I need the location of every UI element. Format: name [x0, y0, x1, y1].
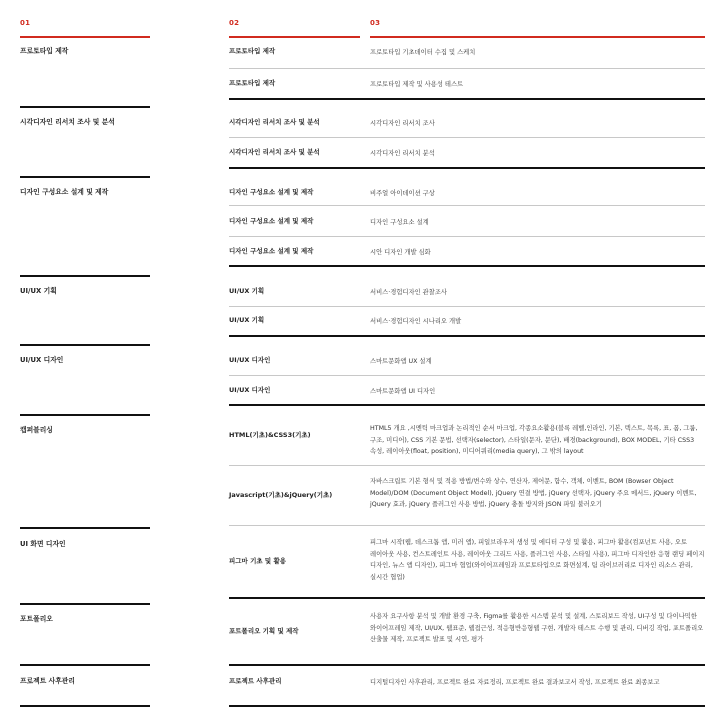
section-divider — [20, 176, 150, 178]
row-description: 프로토타입 제작 및 사용성 테스트 — [370, 81, 464, 88]
module-title: Javascript(기초)&jQuery(기초) — [229, 491, 333, 499]
module-title: UI/UX 디자인 — [229, 356, 271, 364]
module-divider — [229, 98, 705, 100]
row-description: 디자인 구성요소 설계 — [370, 219, 429, 226]
module-title: UI/UX 디자인 — [229, 386, 271, 394]
row-description: 프로토타입 기초데이터 수집 및 스케치 — [370, 49, 476, 56]
row-divider — [229, 306, 705, 307]
module-divider — [229, 167, 705, 169]
section-divider — [20, 705, 150, 707]
section-divider — [20, 414, 150, 416]
module-title: 포트폴리오 기획 및 제작 — [229, 627, 299, 635]
section-divider — [20, 664, 150, 666]
section-title: 디자인 구성요소 설계 및 제작 — [20, 188, 109, 196]
module-title: 디자인 구성요소 설계 및 제작 — [229, 217, 314, 225]
module-title: UI/UX 기획 — [229, 287, 265, 295]
module-divider — [229, 335, 705, 337]
module-title: 프로토타입 제작 — [229, 47, 276, 55]
row-description: 디지털디자인 사후관리, 프로젝트 완료 자료정리, 프로젝트 완료 결과보고서 작성, 프로젝트 완료 최종보고 — [370, 679, 660, 686]
column-number-1: 01 — [20, 19, 31, 27]
module-title: HTML(기초)&CSS3(기초) — [229, 431, 311, 439]
column-1-header-rule — [20, 36, 150, 38]
module-divider — [229, 705, 705, 707]
column-3-header-rule — [370, 36, 705, 38]
module-title: UI/UX 기획 — [229, 316, 265, 324]
row-description: 시각디자인 리서치 분석 — [370, 150, 435, 157]
module-title: 시각디자인 리서치 조사 및 분석 — [229, 118, 320, 126]
section-divider — [20, 344, 150, 346]
row-description: 자바스크립트 기본 형식 및 적용 방법/변수와 상수, 연산자, 제어문, 함수, 객체, 이벤트, BOM (Bowser Object Model)/DOM (Document Object Model), jQuery 연결 방법, jQuery 선택자, jQuery 주요 메서드, jQuery 이벤트, jQuery 효과, jQuery 플러그인 사용 방법, jQuery 충돌 방지와 JSON 파일 불러오기 — [370, 478, 697, 509]
section-divider — [20, 106, 150, 108]
module-title: 프로젝트 사후관리 — [229, 677, 282, 685]
section-divider — [20, 603, 150, 605]
row-description: 피그마 시작(웹, 데스크톱 앱, 미러 앱), 피일브라우저 생성 및 에디터 구성 및 활용, 피그마 활용(컴포넌트 사용, 오토 레이아웃 사용, 컨스트레인트 사용, 레이아웃 그리드 사용, 플러그인 사용, 스타일 사용), 피그마 디자인한 응형 랜딩 페이지 디자인, 뉴스 앱 디자인), 피그마 협업(와이어프레임과 프로토타입으로 화면설계, 팀 라이브러리로 디자인 리소스 관리, 실시간 협업) — [370, 539, 705, 581]
column-number-2: 02 — [229, 19, 240, 27]
section-divider — [20, 275, 150, 277]
section-title: 프로젝트 사후관리 — [20, 677, 75, 685]
section-title: UI 화면 디자인 — [20, 540, 66, 548]
row-divider — [229, 525, 705, 526]
row-description: 서비스·경험디자인 관찰조사 — [370, 289, 447, 296]
module-divider — [229, 664, 705, 666]
module-divider — [229, 404, 705, 406]
row-description: 사용자 요구사항 분석 및 개발 환경 구축, Figma를 활용한 시스템 분석 및 설계, 스토리보드 작성, UI구성 및 다이나믹한 와이어프레임 제작, UI/UX, 웹표준, 웹접근성, 적응형반응형웹 구현, 개발자 테스트 수행 및 관리, 디버깅 작업, 포트폴리오 산출물 제작, 프로젝트 발표 및 시연, 평가 — [370, 613, 704, 644]
row-description: 스마트문화앱 UI 디자인 — [370, 388, 436, 395]
row-divider — [229, 465, 705, 466]
row-divider — [229, 205, 705, 206]
section-title: 시각디자인 리서치 조사 및 분석 — [20, 118, 115, 126]
row-divider — [229, 375, 705, 376]
column-2-header-rule — [229, 36, 360, 38]
row-description: 비주얼 아이데이션 구상 — [370, 190, 435, 197]
row-description: 시안 디자인 개발 심화 — [370, 249, 431, 256]
section-title: UI/UX 기획 — [20, 287, 57, 295]
section-title: UI/UX 디자인 — [20, 356, 64, 364]
row-description: 서비스·경험디자인 시나리오 개발 — [370, 318, 462, 325]
row-divider — [229, 68, 705, 69]
module-divider — [229, 265, 705, 267]
section-title: 프로토타입 제작 — [20, 47, 69, 55]
module-divider — [229, 597, 705, 599]
row-divider — [229, 236, 705, 237]
module-title: 프로토타입 제작 — [229, 79, 276, 87]
module-title: 시각디자인 리서치 조사 및 분석 — [229, 148, 320, 156]
module-title: 디자인 구성요소 설계 및 제작 — [229, 247, 314, 255]
section-title: 캡퍼블리싱 — [20, 426, 53, 434]
section-title: 포트폴리오 — [20, 615, 53, 623]
row-description: 스마트문화앱 UX 설계 — [370, 358, 432, 365]
module-title: 피그마 기초 및 활용 — [229, 557, 287, 565]
row-divider — [229, 137, 705, 138]
column-number-3: 03 — [370, 19, 381, 27]
module-title: 디자인 구성요소 설계 및 제작 — [229, 188, 314, 196]
row-description: 시각디자인 리서치 조사 — [370, 120, 435, 127]
section-divider — [20, 527, 150, 529]
row-description: HTML5 개요 ,시멘틱 마크업과 논리적인 순서 마크업, 각종요소활용(블록 레벨,인라인, 기본, 텍스트, 목록, 표, 폼, 그룹, 구조, 미디어), CSS 기본 문법, 선택자(selector), 스타일(문자, 문단), 배경(background), BOX MODEL, 기타 CSS3 속성, 레이아웃(float, position), 미디어쿼리(media query), 그 밖의 layout — [370, 425, 698, 456]
